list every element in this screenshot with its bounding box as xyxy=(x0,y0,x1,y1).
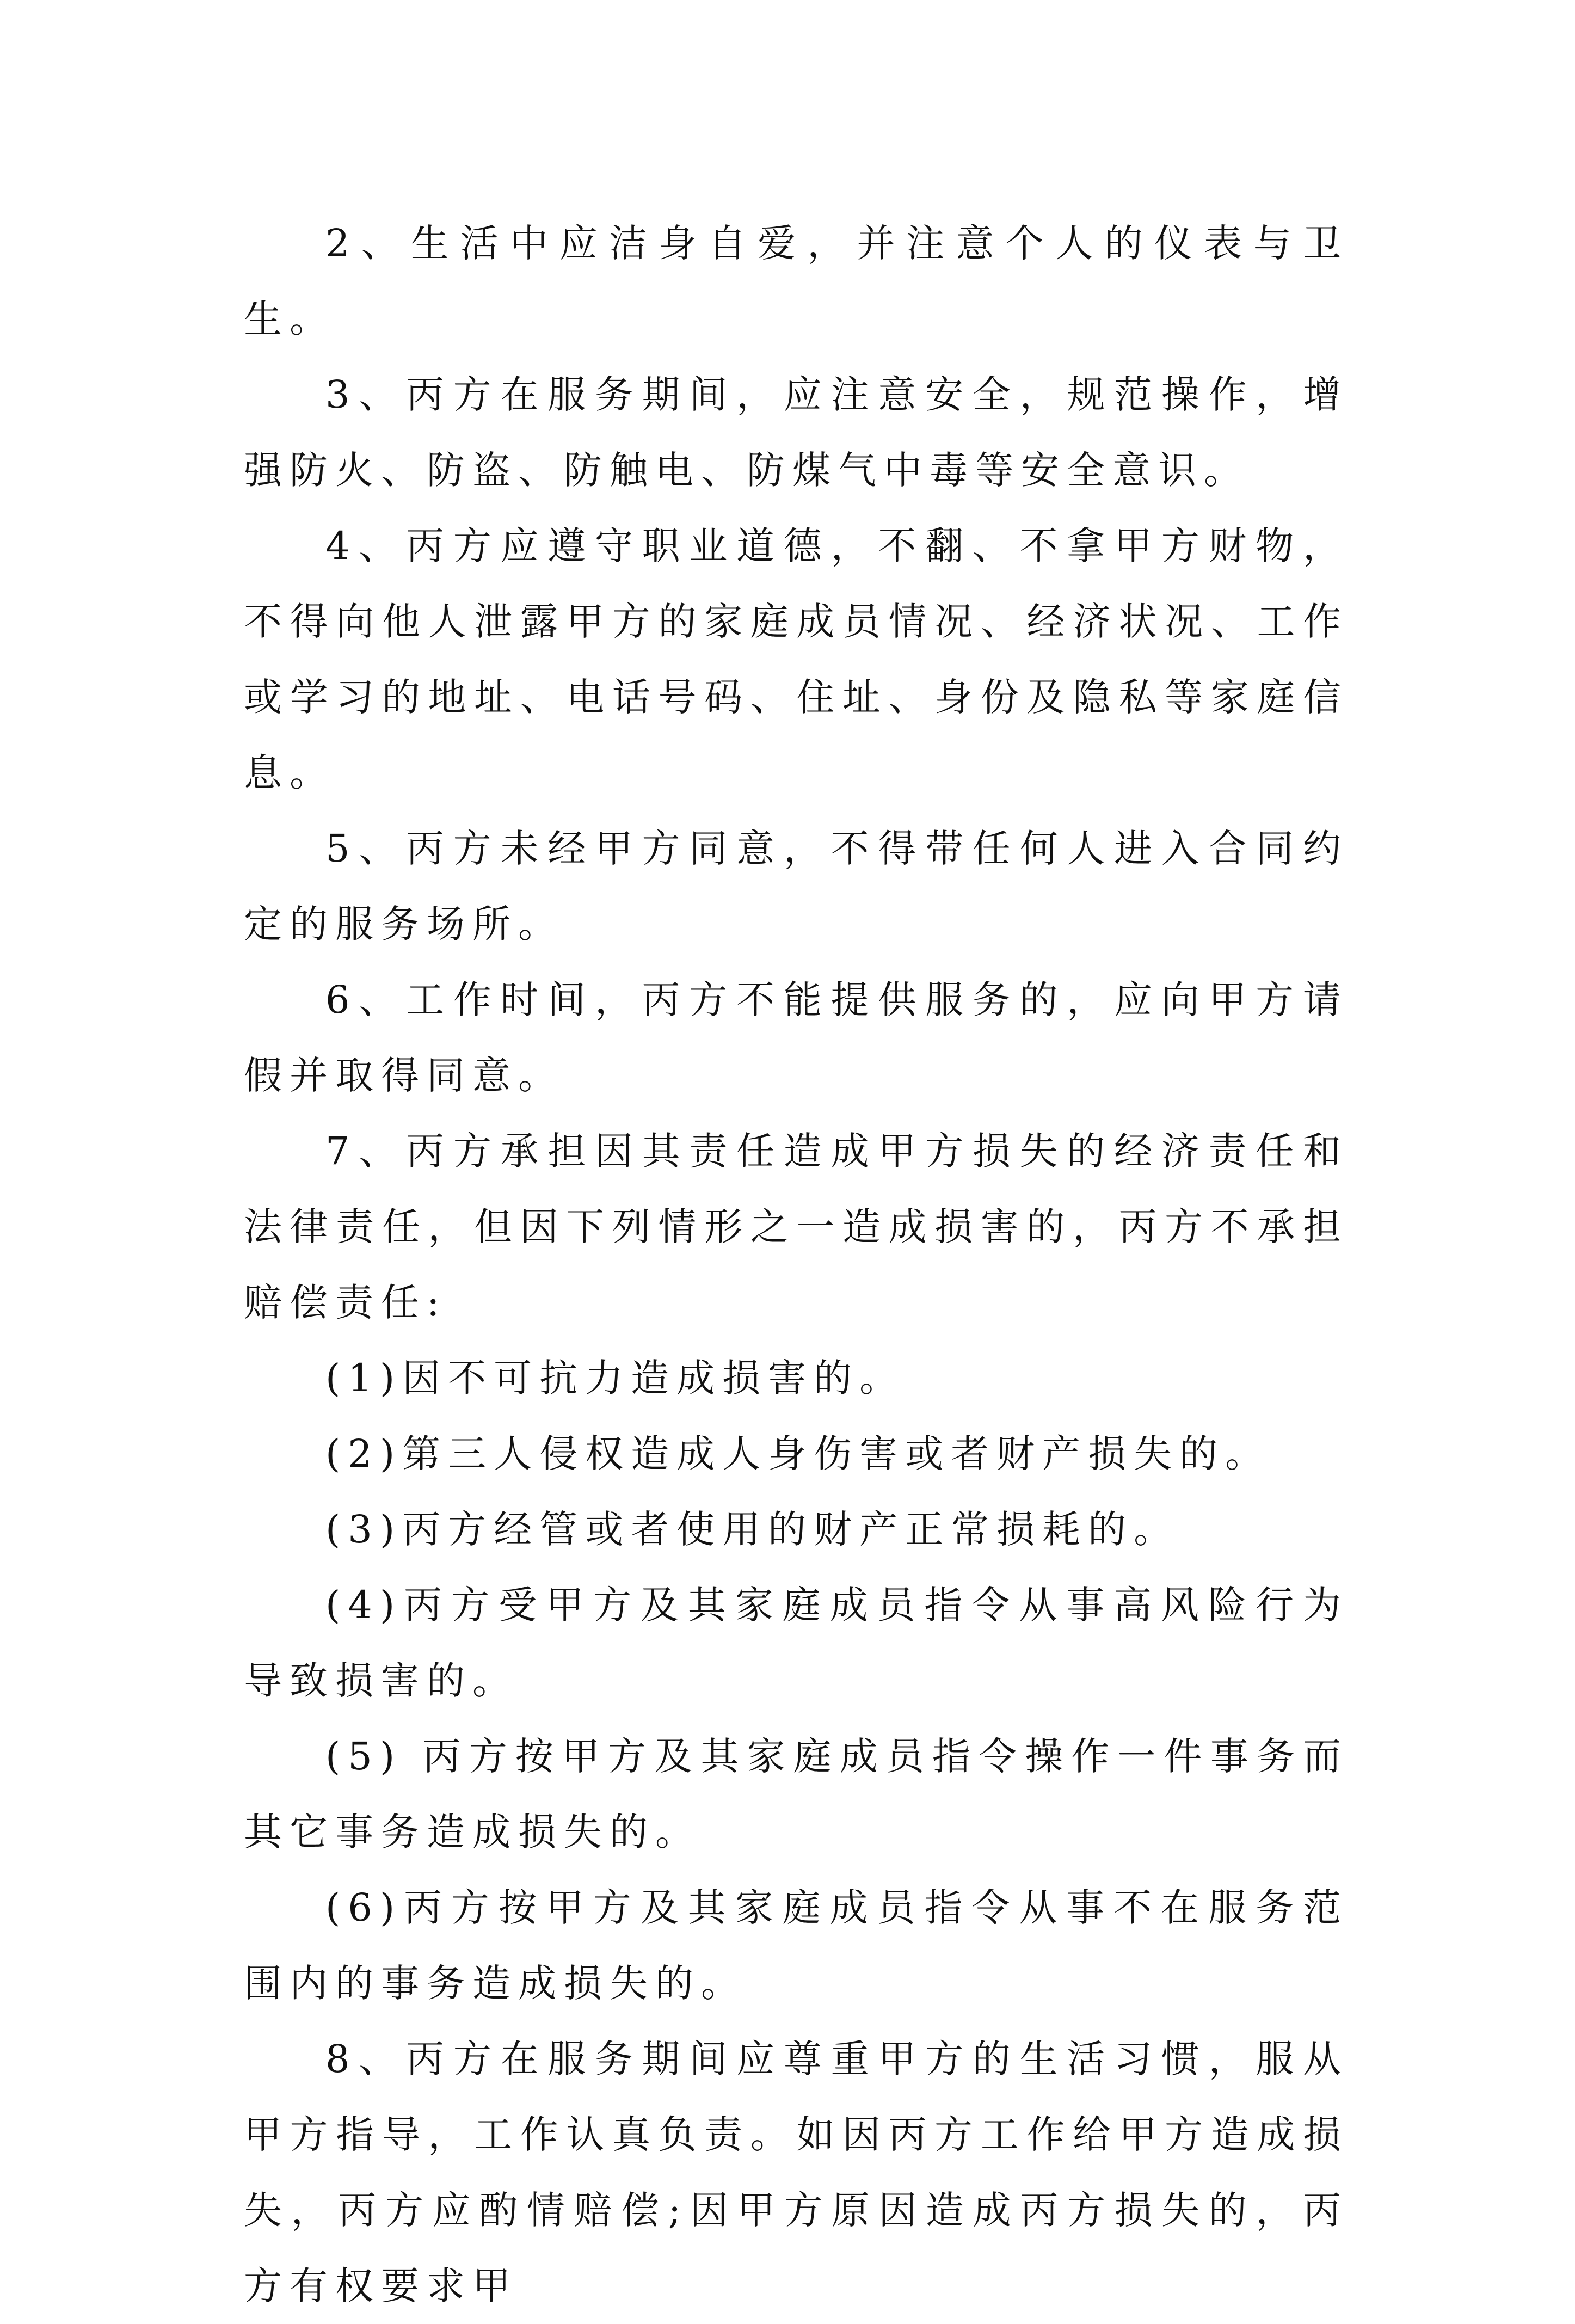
paragraph-item-4: (4)丙方受甲方及其家庭成员指令从事高风险行为导致损害的。 xyxy=(244,1583,1349,1703)
paragraph-clause-8: 8、丙方在服务期间应尊重甲方的生活习惯，服从甲方指导，工作认真负责。如因丙方工作给甲方造成损失，丙方应酌情赔偿;因甲方原因造成丙方损失的，丙方有权要求甲 xyxy=(244,2037,1349,2308)
paragraph-item-5: (5) 丙方按甲方及其家庭成员指令操作一件事务而其它事务造成损失的。 xyxy=(244,1734,1349,1854)
paragraph-clause-3: 3、丙方在服务期间，应注意安全，规范操作，增强防火、防盗、防触电、防煤气中毒等安全意识。 xyxy=(244,372,1349,493)
paragraph-clause-7: 7、丙方承担因其责任造成甲方损失的经济责任和法律责任，但因下列情形之一造成损害的，丙方不承担赔偿责任: xyxy=(244,1129,1349,1325)
paragraph-clause-4: 4、丙方应遵守职业道德，不翻、不拿甲方财物，不得向他人泄露甲方的家庭成员情况、经济状况、工作或学习的地址、电话号码、住址、身份及隐私等家庭信息。 xyxy=(244,524,1349,795)
paragraph-item-3: (3)丙方经管或者使用的财产正常损耗的。 xyxy=(325,1507,1180,1552)
document-body xyxy=(244,206,1349,2324)
paragraph-clause-6: 6、工作时间，丙方不能提供服务的，应向甲方请假并取得同意。 xyxy=(244,977,1349,1098)
paragraph-item-1: (1)因不可抗力造成损害的。 xyxy=(325,1356,906,1400)
paragraph-clause-2: 2、生活中应洁身自爱，并注意个人的仪表与卫生。 xyxy=(244,221,1349,341)
paragraph-item-6: (6)丙方按甲方及其家庭成员指令从事不在服务范围内的事务造成损失的。 xyxy=(244,1885,1349,2006)
paragraph-item-2: (2)第三人侵权造成人身伤害或者财产损失的。 xyxy=(325,1431,1271,1476)
paragraph-clause-5: 5、丙方未经甲方同意，不得带任何人进入合同约定的服务场所。 xyxy=(244,826,1349,946)
